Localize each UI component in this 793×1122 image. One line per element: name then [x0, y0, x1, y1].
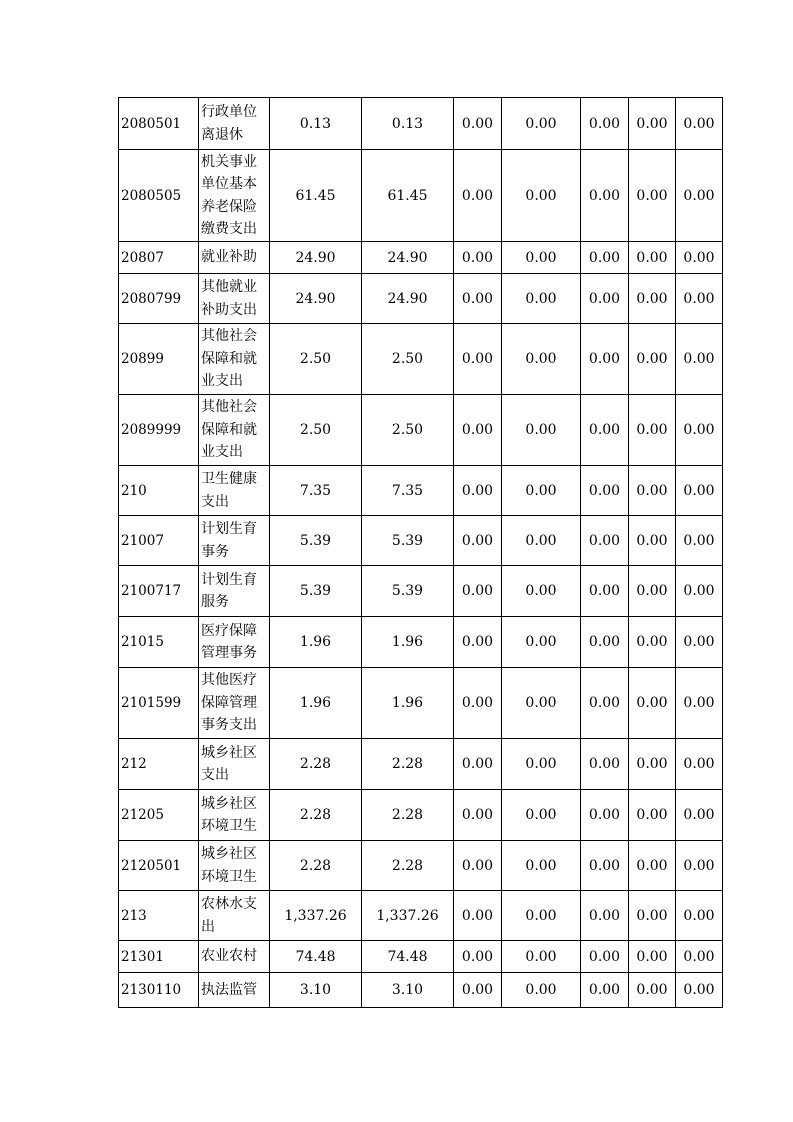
subject-code-cell: 212	[119, 739, 199, 790]
subject-code-cell: 21205	[119, 790, 199, 841]
amount-cell: 2.50	[270, 395, 362, 466]
amount-cell: 0.00	[676, 668, 723, 739]
subject-name-cell: 其他医疗保障管理事务支出	[199, 668, 270, 739]
amount-cell: 0.00	[629, 891, 676, 941]
subject-name-cell: 就业补助	[199, 242, 270, 274]
table-row	[119, 150, 723, 242]
amount-cell: 0.00	[581, 941, 629, 973]
amount-cell: 2.28	[270, 739, 362, 790]
amount-cell: 0.00	[629, 98, 676, 150]
table-row	[119, 324, 723, 395]
amount-cell: 0.00	[581, 98, 629, 150]
amount-cell: 0.00	[454, 566, 502, 617]
amount-cell: 0.00	[581, 739, 629, 790]
amount-cell: 0.00	[676, 274, 723, 324]
amount-cell: 24.90	[270, 242, 362, 274]
subject-name-cell: 城乡社区环境卫生	[199, 841, 270, 891]
subject-code-cell: 21007	[119, 516, 199, 566]
amount-cell: 0.00	[502, 973, 581, 1008]
subject-name-cell: 机关事业单位基本养老保险缴费支出	[199, 150, 270, 242]
amount-cell: 0.00	[502, 891, 581, 941]
amount-cell: 0.00	[676, 790, 723, 841]
subject-code-cell: 2130110	[119, 973, 199, 1008]
amount-cell: 0.00	[676, 617, 723, 668]
amount-cell: 0.00	[676, 566, 723, 617]
amount-cell: 2.28	[362, 841, 454, 891]
amount-cell: 1,337.26	[270, 891, 362, 941]
table-row	[119, 739, 723, 790]
amount-cell: 0.00	[629, 516, 676, 566]
amount-cell: 0.13	[362, 98, 454, 150]
table-row	[119, 973, 723, 1008]
amount-cell: 0.00	[581, 790, 629, 841]
amount-cell: 1.96	[270, 668, 362, 739]
table-row	[119, 790, 723, 841]
amount-cell: 0.00	[629, 242, 676, 274]
amount-cell: 0.00	[676, 395, 723, 466]
amount-cell: 74.48	[270, 941, 362, 973]
table-row	[119, 617, 723, 668]
amount-cell: 0.00	[502, 516, 581, 566]
amount-cell: 0.00	[581, 973, 629, 1008]
subject-name-cell: 城乡社区支出	[199, 739, 270, 790]
subject-code-cell: 2100717	[119, 566, 199, 617]
subject-name-cell: 行政单位离退休	[199, 98, 270, 150]
amount-cell: 2.50	[362, 324, 454, 395]
amount-cell: 1,337.26	[362, 891, 454, 941]
amount-cell: 1.96	[362, 668, 454, 739]
amount-cell: 0.00	[502, 617, 581, 668]
subject-code-cell: 2101599	[119, 668, 199, 739]
amount-cell: 0.00	[676, 466, 723, 516]
amount-cell: 0.00	[581, 566, 629, 617]
amount-cell: 0.00	[502, 274, 581, 324]
subject-name-cell: 执法监管	[199, 973, 270, 1008]
amount-cell: 0.00	[454, 395, 502, 466]
table-row	[119, 566, 723, 617]
amount-cell: 0.00	[454, 790, 502, 841]
amount-cell: 5.39	[362, 516, 454, 566]
amount-cell: 0.00	[454, 516, 502, 566]
amount-cell: 0.00	[581, 274, 629, 324]
amount-cell: 0.00	[629, 274, 676, 324]
amount-cell: 0.00	[581, 841, 629, 891]
subject-name-cell: 卫生健康支出	[199, 466, 270, 516]
amount-cell: 0.00	[581, 324, 629, 395]
amount-cell: 0.00	[676, 841, 723, 891]
amount-cell: 0.00	[502, 242, 581, 274]
amount-cell: 0.00	[454, 324, 502, 395]
amount-cell: 0.00	[502, 324, 581, 395]
amount-cell: 0.13	[270, 98, 362, 150]
amount-cell: 0.00	[454, 242, 502, 274]
amount-cell: 0.00	[502, 841, 581, 891]
amount-cell: 2.50	[362, 395, 454, 466]
table-row	[119, 98, 723, 150]
amount-cell: 0.00	[581, 516, 629, 566]
amount-cell: 0.00	[454, 739, 502, 790]
amount-cell: 0.00	[581, 242, 629, 274]
amount-cell: 61.45	[270, 150, 362, 242]
amount-cell: 5.39	[270, 516, 362, 566]
amount-cell: 0.00	[629, 395, 676, 466]
amount-cell: 0.00	[629, 150, 676, 242]
amount-cell: 0.00	[502, 941, 581, 973]
subject-name-cell: 农林水支出	[199, 891, 270, 941]
amount-cell: 3.10	[362, 973, 454, 1008]
amount-cell: 24.90	[362, 274, 454, 324]
amount-cell: 24.90	[270, 274, 362, 324]
amount-cell: 0.00	[454, 891, 502, 941]
amount-cell: 0.00	[454, 466, 502, 516]
amount-cell: 1.96	[270, 617, 362, 668]
subject-name-cell: 城乡社区环境卫生	[199, 790, 270, 841]
subject-name-cell: 农业农村	[199, 941, 270, 973]
amount-cell: 0.00	[502, 739, 581, 790]
amount-cell: 2.28	[270, 790, 362, 841]
amount-cell: 0.00	[676, 516, 723, 566]
amount-cell: 0.00	[629, 941, 676, 973]
amount-cell: 0.00	[502, 98, 581, 150]
amount-cell: 5.39	[362, 566, 454, 617]
amount-cell: 0.00	[454, 617, 502, 668]
amount-cell: 0.00	[454, 941, 502, 973]
amount-cell: 1.96	[362, 617, 454, 668]
amount-cell: 0.00	[629, 790, 676, 841]
amount-cell: 0.00	[454, 973, 502, 1008]
subject-code-cell: 2120501	[119, 841, 199, 891]
subject-code-cell: 210	[119, 466, 199, 516]
subject-name-cell: 其他社会保障和就业支出	[199, 324, 270, 395]
subject-name-cell: 其他就业补助支出	[199, 274, 270, 324]
amount-cell: 0.00	[454, 150, 502, 242]
subject-name-cell: 医疗保障管理事务	[199, 617, 270, 668]
amount-cell: 0.00	[454, 98, 502, 150]
table-row	[119, 242, 723, 274]
subject-name-cell: 其他社会保障和就业支出	[199, 395, 270, 466]
amount-cell: 2.28	[362, 739, 454, 790]
amount-cell: 0.00	[676, 941, 723, 973]
subject-code-cell: 2089999	[119, 395, 199, 466]
amount-cell: 74.48	[362, 941, 454, 973]
subject-name-cell: 计划生育事务	[199, 516, 270, 566]
subject-code-cell: 21301	[119, 941, 199, 973]
amount-cell: 7.35	[270, 466, 362, 516]
amount-cell: 0.00	[502, 466, 581, 516]
amount-cell: 0.00	[581, 466, 629, 516]
amount-cell: 0.00	[629, 466, 676, 516]
amount-cell: 0.00	[581, 395, 629, 466]
amount-cell: 0.00	[629, 324, 676, 395]
amount-cell: 0.00	[502, 395, 581, 466]
amount-cell: 0.00	[454, 668, 502, 739]
amount-cell: 0.00	[676, 973, 723, 1008]
amount-cell: 2.50	[270, 324, 362, 395]
amount-cell: 0.00	[629, 617, 676, 668]
subject-code-cell: 20807	[119, 242, 199, 274]
table-body	[119, 98, 723, 1008]
amount-cell: 0.00	[676, 242, 723, 274]
table-row	[119, 466, 723, 516]
amount-cell: 24.90	[362, 242, 454, 274]
subject-code-cell: 2080501	[119, 98, 199, 150]
amount-cell: 0.00	[629, 841, 676, 891]
amount-cell: 0.00	[629, 566, 676, 617]
amount-cell: 61.45	[362, 150, 454, 242]
subject-code-cell: 21015	[119, 617, 199, 668]
table-row	[119, 841, 723, 891]
table-row	[119, 668, 723, 739]
amount-cell: 0.00	[581, 617, 629, 668]
amount-cell: 0.00	[629, 739, 676, 790]
amount-cell: 0.00	[502, 566, 581, 617]
amount-cell: 0.00	[676, 739, 723, 790]
amount-cell: 0.00	[629, 668, 676, 739]
amount-cell: 0.00	[676, 324, 723, 395]
subject-name-cell: 计划生育服务	[199, 566, 270, 617]
table-row	[119, 516, 723, 566]
table-row	[119, 274, 723, 324]
amount-cell: 0.00	[629, 973, 676, 1008]
subject-code-cell: 2080505	[119, 150, 199, 242]
amount-cell: 0.00	[581, 668, 629, 739]
subject-code-cell: 20899	[119, 324, 199, 395]
amount-cell: 2.28	[270, 841, 362, 891]
amount-cell: 0.00	[676, 150, 723, 242]
amount-cell: 0.00	[581, 891, 629, 941]
table-row	[119, 891, 723, 941]
amount-cell: 0.00	[502, 150, 581, 242]
amount-cell: 7.35	[362, 466, 454, 516]
amount-cell: 0.00	[676, 98, 723, 150]
subject-code-cell: 2080799	[119, 274, 199, 324]
amount-cell: 0.00	[502, 668, 581, 739]
table-row	[119, 395, 723, 466]
amount-cell: 0.00	[581, 150, 629, 242]
amount-cell: 0.00	[454, 841, 502, 891]
amount-cell: 3.10	[270, 973, 362, 1008]
amount-cell: 2.28	[362, 790, 454, 841]
amount-cell: 5.39	[270, 566, 362, 617]
amount-cell: 0.00	[454, 274, 502, 324]
table-row	[119, 941, 723, 973]
budget-table	[118, 97, 723, 1008]
amount-cell: 0.00	[502, 790, 581, 841]
amount-cell: 0.00	[676, 891, 723, 941]
subject-code-cell: 213	[119, 891, 199, 941]
